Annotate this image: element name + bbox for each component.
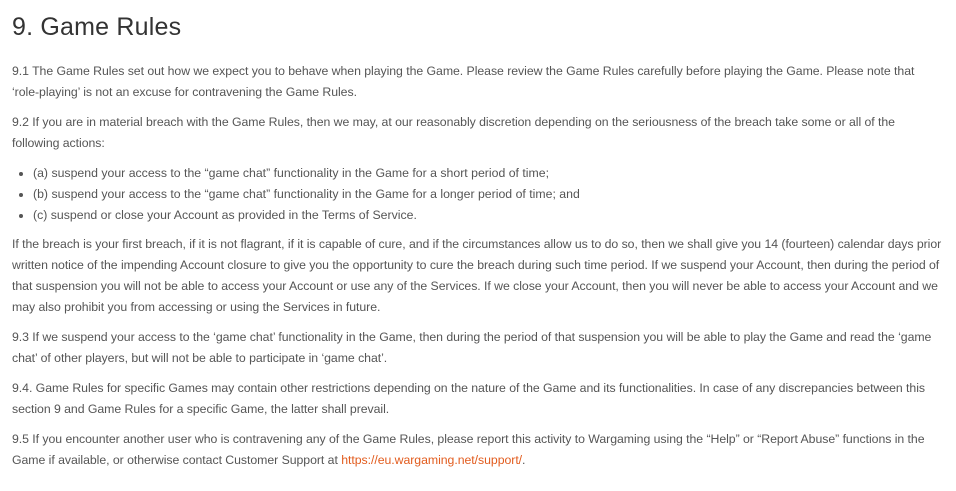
list-item: • (b) suspend your access to the “game chat” functionality in the Game for a longer period of time; and [33,184,944,205]
list-item: • (a) suspend your access to the “game chat” functionality in the Game for a short period of time; [33,163,944,184]
paragraph-first-breach: If the breach is your first breach, if it is not flagrant, if it is capable of cure, and if the circumstances allow us to do so, then we shall give you 14 (fourteen) calendar days prior written notice of the impending Account closure to give you the opportunity to cure the breach during such time period. If we suspend your Account, then during the period of that suspension you will not be able to access your Account or use any of the Services. If we close your Account, then you will never be able to access your Account and we may also prohibit you from accessing or using the Services in future. [12,237,942,314]
actions-list [12,163,944,226]
paragraph-9-5 [12,429,944,471]
paragraph-9-5-end: . [522,453,526,467]
paragraph-9-4: 9.4. Game Rules for specific Games may contain other restrictions depending on the nature of the Game and its functionalities. In case of any discrepancies between this section 9 and Game Rules for a specific Game, the latter shall prevail. [12,381,925,416]
paragraph-9-1: 9.1 The Game Rules set out how we expect you to behave when playing the Game. Please review the Game Rules carefully before playing the Game. Please note that ‘role-playing’ is not an excuse for contravening the Game Rules. [12,64,915,99]
paragraph-9-3: 9.3 If we suspend your access to the ‘game chat’ functionality in the Game, then during the period of that suspension you will be able to play the Game and read the ‘game chat’ of other players, but will not be able to participate in ‘game chat’. [12,330,932,365]
paragraph-9-5-text: 9.5 If you encounter another user who is contravening any of the Game Rules, please report this activity to Wargaming using the “Help” or “Report Abuse” functions in the Game if available, or otherwise contact Customer Support at [12,432,925,467]
list-item: • (c) suspend or close your Account as provided in the Terms of Service. [33,205,944,226]
paragraph-9-2: 9.2 If you are in material breach with the Game Rules, then we may, at our reasonably discretion depending on the seriousness of the breach take some or all of the following actions: [12,115,895,150]
support-link[interactable]: https://eu.wargaming.net/support/ [341,453,523,467]
section-title: 9. Game Rules [12,13,182,41]
